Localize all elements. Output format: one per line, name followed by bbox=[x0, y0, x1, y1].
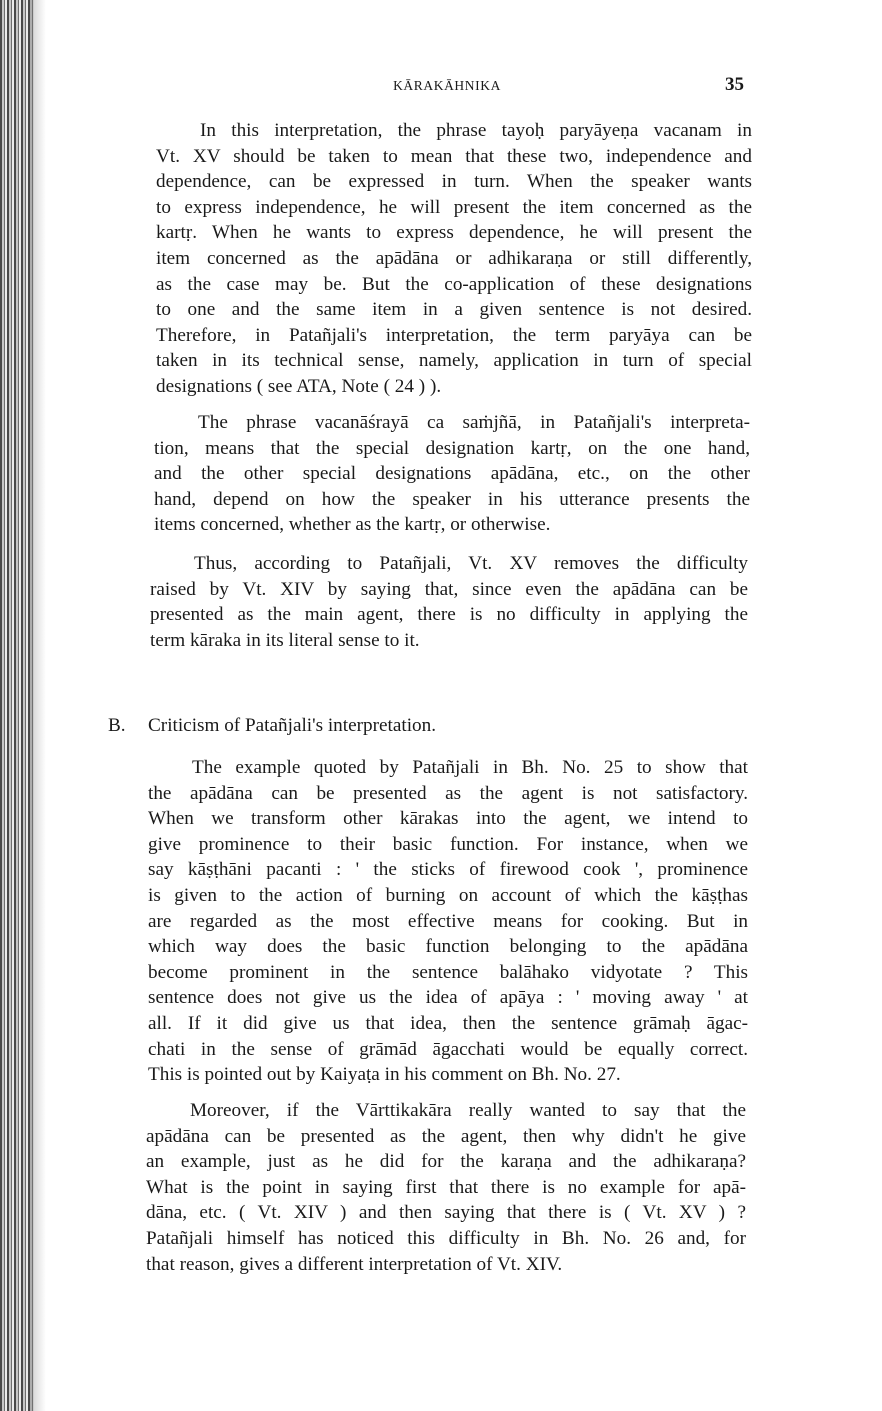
text-line: Vt. XV should be taken to mean that these two, independence and bbox=[156, 145, 752, 167]
text-line: which way does the basic function belonging to the apādāna bbox=[148, 936, 748, 958]
text-line: all. If it did give us that idea, then the sentence grāmaḥ āgac- bbox=[148, 1012, 748, 1034]
text-line: Patañjali himself has noticed this difficulty in Bh. No. 26 and, for bbox=[146, 1227, 746, 1249]
text-line: that reason, gives a different interpretation of Vt. XIV. bbox=[146, 1253, 563, 1275]
text-line: taken in its technical sense, namely, application in turn of special bbox=[156, 350, 752, 372]
page-header bbox=[150, 74, 744, 100]
text-line: presented as the main agent, there is no difficulty in applying the bbox=[150, 604, 748, 626]
paragraph-b1 bbox=[148, 755, 748, 1088]
page-number: 35 bbox=[725, 74, 744, 95]
text-line: the apādāna can be presented as the agent is not satisfactory. bbox=[148, 782, 748, 804]
page-binding-edge bbox=[0, 0, 34, 1411]
paragraph-3 bbox=[150, 551, 748, 653]
paragraph-b2 bbox=[146, 1098, 746, 1277]
text-line: When we transform other kārakas into the agent, we intend to bbox=[148, 808, 748, 830]
text-line: The phrase vacanāśrayā ca saṁjñā, in Patañjali's interpreta- bbox=[198, 412, 750, 433]
text-line: is given to the action of burning on account of which the kāṣṭhas bbox=[148, 884, 748, 906]
text-line: In this interpretation, the phrase tayoḥ paryāyeṇa vacanam in bbox=[200, 120, 752, 141]
binding-shadow bbox=[30, 0, 46, 1411]
text-line: items concerned, whether as the kartṛ, or otherwise. bbox=[154, 514, 551, 536]
text-line: This is pointed out by Kaiyaṭa in his comment on Bh. No. 27. bbox=[148, 1064, 621, 1086]
section-label: B. bbox=[108, 715, 126, 736]
text-line: to one and the same item in a given sentence is not desired. bbox=[156, 299, 752, 321]
text-line: become prominent in the sentence balāhako vidyotate ? This bbox=[148, 961, 748, 983]
text-line: dāna, etc. ( Vt. XIV ) and then saying that there is ( Vt. XV ) ? bbox=[146, 1202, 746, 1224]
text-line: term kāraka in its literal sense to it. bbox=[150, 629, 420, 651]
paragraph-1 bbox=[156, 118, 752, 400]
section-title: Criticism of Patañjali's interpretation. bbox=[148, 715, 437, 736]
text-line: an example, just as he did for the karaṇa and the adhikaraṇa? bbox=[146, 1151, 746, 1173]
text-line: Moreover, if the Vārttikakāra really wanted to say that the bbox=[190, 1100, 746, 1121]
text-line: say kāṣṭhāni pacanti : ' the sticks of firewood cook ', prominence bbox=[148, 859, 748, 881]
text-line: give prominence to their basic function. For instance, when we bbox=[148, 833, 748, 855]
text-line: dependence, can be expressed in turn. When the speaker wants bbox=[156, 171, 752, 193]
running-head: KĀRAKĀHNIKA bbox=[393, 78, 501, 93]
text-line: designations ( see ATA, Note ( 24 ) ). bbox=[156, 375, 442, 397]
text-line: tion, means that the special designation kartṛ, on the one hand, bbox=[154, 437, 750, 459]
text-line: apādāna can be presented as the agent, then why didn't he give bbox=[146, 1125, 746, 1147]
text-line: as the case may be. But the co-application of these designations bbox=[156, 273, 752, 295]
text-line: raised by Vt. XIV by saying that, since even the apādāna can be bbox=[150, 578, 748, 600]
text-line: Thus, according to Patañjali, Vt. XV removes the difficulty bbox=[194, 553, 748, 574]
section-heading bbox=[108, 715, 436, 737]
text-line: The example quoted by Patañjali in Bh. No. 25 to show that bbox=[192, 757, 748, 778]
paragraph-2 bbox=[154, 410, 750, 538]
text-line: are regarded as the most effective means for cooking. But in bbox=[148, 910, 748, 932]
text-line: chati in the sense of grāmād āgacchati would be equally correct. bbox=[148, 1038, 748, 1060]
text-line: item concerned as the apādāna or adhikaraṇa or still differently, bbox=[156, 247, 752, 269]
text-line: and the other special designations apādāna, etc., on the other bbox=[154, 463, 750, 485]
text-line: hand, depend on how the speaker in his utterance presents the bbox=[154, 488, 750, 510]
text-line: kartṛ. When he wants to express dependence, he will present the bbox=[156, 222, 752, 244]
text-line: sentence does not give us the idea of apāya : ' moving away ' at bbox=[148, 987, 748, 1009]
text-line: to express independence, he will present the item concerned as the bbox=[156, 196, 752, 218]
text-line: Therefore, in Patañjali's interpretation, the term paryāya can be bbox=[156, 324, 752, 346]
text-line: What is the point in saying first that there is no example for apā- bbox=[146, 1176, 746, 1198]
